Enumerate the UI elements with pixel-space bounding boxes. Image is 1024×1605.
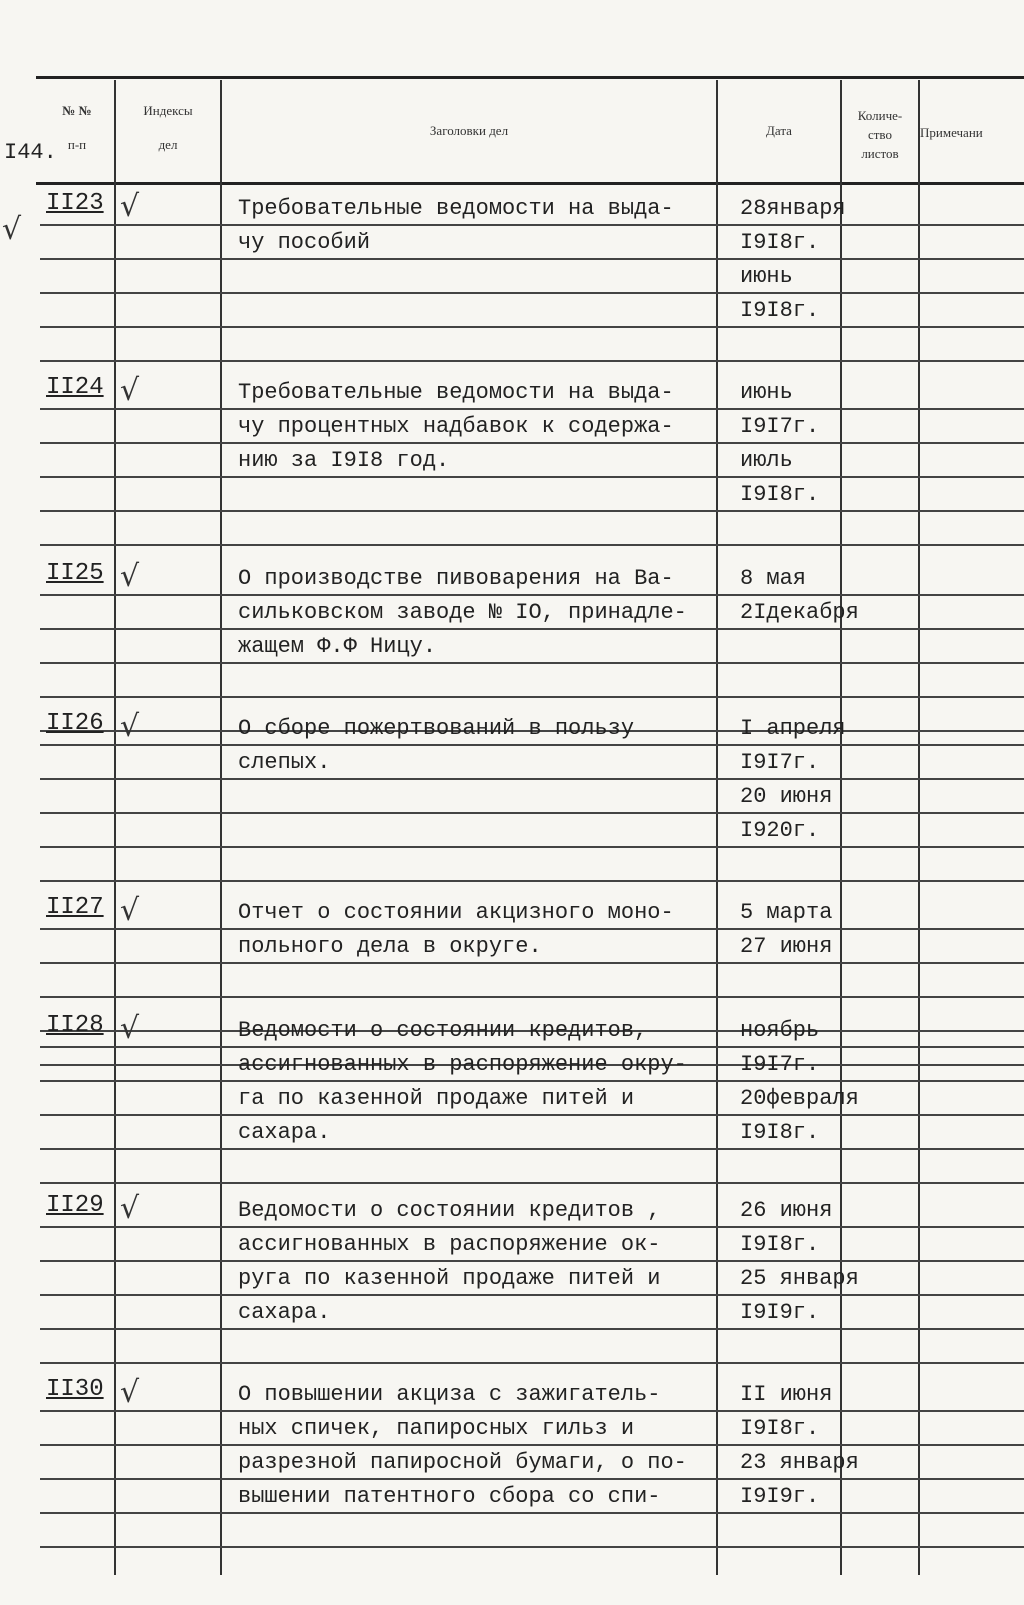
row-rule bbox=[40, 1546, 1024, 1548]
row-rule bbox=[40, 1148, 1024, 1150]
column-divider bbox=[918, 80, 920, 1575]
entry-date-line: I9I8г. bbox=[740, 1416, 820, 1441]
entry-title-line: О производстве пивоварения на Ва- bbox=[238, 566, 674, 591]
index-check-mark: √ bbox=[120, 1191, 140, 1226]
entry-date-line: июнь bbox=[740, 264, 793, 289]
header-count bbox=[842, 106, 918, 163]
entry-title-line: сахара. bbox=[238, 1300, 331, 1325]
row-rule bbox=[40, 510, 1024, 512]
entry-date-line: I9I8г. bbox=[740, 482, 820, 507]
row-rule bbox=[40, 1260, 1024, 1262]
entry-date-line: 2Iдекабря bbox=[740, 600, 859, 625]
entry-number: II24 bbox=[46, 374, 104, 401]
entry-date-line: I9I7г. bbox=[740, 1052, 820, 1077]
row-rule bbox=[40, 1444, 1024, 1446]
header-date: Дата bbox=[766, 123, 792, 138]
row-rule bbox=[40, 544, 1024, 546]
row-rule bbox=[40, 744, 1024, 746]
entry-title-line: О сборе пожертвований в пользу bbox=[238, 716, 635, 741]
entry-date-line: 20февраля bbox=[740, 1086, 859, 1111]
entry-title-line: жащем Ф.Ф Ницу. bbox=[238, 634, 437, 659]
index-check-mark: √ bbox=[120, 559, 140, 594]
entry-date-line: I9I8г. bbox=[740, 230, 820, 255]
entry-title-line: ных спичек, папиросных гильз и bbox=[238, 1416, 635, 1441]
entry-date-line: I9I8г. bbox=[740, 1120, 820, 1145]
entry-number: II28 bbox=[46, 1012, 104, 1039]
entry-date-line: I920г. bbox=[740, 818, 820, 843]
entry-title-line: Ведомости о состоянии кредитов , bbox=[238, 1198, 661, 1223]
entry-title-line: сильковском заводе № IO, принадле- bbox=[238, 600, 687, 625]
index-check-mark: √ bbox=[120, 189, 140, 224]
entry-title-line: чу пособий bbox=[238, 230, 371, 255]
row-rule bbox=[40, 996, 1024, 998]
header-index bbox=[116, 102, 220, 154]
header-notes: Примечани bbox=[920, 125, 983, 140]
entry-number: II26 bbox=[46, 710, 104, 737]
entry-title-line: вышении патентного сбора со спи- bbox=[238, 1484, 661, 1509]
column-divider bbox=[114, 80, 116, 1575]
header-index-sublabel: дел bbox=[158, 137, 178, 152]
row-rule bbox=[40, 476, 1024, 478]
row-rule bbox=[40, 1362, 1024, 1364]
row-rule bbox=[40, 1410, 1024, 1412]
entry-title-line: польного дела в округе. bbox=[238, 934, 542, 959]
index-check-mark: √ bbox=[120, 893, 140, 928]
entry-date-line: I9I7г. bbox=[740, 414, 820, 439]
row-rule bbox=[40, 846, 1024, 848]
page-number: I44. bbox=[4, 140, 57, 165]
entry-title-line: разрезной папиросной бумаги, о по- bbox=[238, 1450, 687, 1475]
entry-title-line: га по казенной продаже питей и bbox=[238, 1086, 635, 1111]
entry-date-line: 8 мая bbox=[740, 566, 807, 591]
column-divider bbox=[220, 80, 222, 1575]
header-count-line1: Количе- bbox=[857, 108, 903, 123]
index-check-mark: √ bbox=[120, 1011, 140, 1046]
entry-date-line: июнь bbox=[740, 380, 793, 405]
entry-date-line: ноябрь bbox=[740, 1018, 820, 1043]
row-rule bbox=[40, 1294, 1024, 1296]
top-rule bbox=[36, 76, 1024, 79]
row-rule bbox=[40, 1114, 1024, 1116]
row-rule bbox=[40, 360, 1024, 362]
column-divider bbox=[840, 80, 842, 1575]
row-rule bbox=[40, 258, 1024, 260]
entry-date-line: I апреля bbox=[740, 716, 846, 741]
entry-date-line: I9I7г. bbox=[740, 750, 820, 775]
row-rule bbox=[40, 812, 1024, 814]
entry-title-line: чу процентных надбавок к содержа- bbox=[238, 414, 674, 439]
entry-title-line: нию за I9I8 год. bbox=[238, 448, 450, 473]
row-rule bbox=[40, 408, 1024, 410]
entry-date-line: 27 июня bbox=[740, 934, 833, 959]
index-check-mark: √ bbox=[120, 373, 140, 408]
entry-title-line: ассигнованных в распоряжение ок- bbox=[238, 1232, 661, 1257]
row-rule bbox=[40, 1512, 1024, 1514]
entry-date-line: 25 января bbox=[740, 1266, 859, 1291]
header-title: Заголовки дел bbox=[429, 123, 509, 138]
entry-number: II25 bbox=[46, 560, 104, 587]
entry-title-line: Отчет о состоянии акцизного моно- bbox=[238, 900, 674, 925]
entry-date-line: июль bbox=[740, 448, 793, 473]
header-count-line2: ство bbox=[867, 127, 892, 142]
column-divider bbox=[716, 80, 718, 1575]
entry-title-line: сахара. bbox=[238, 1120, 331, 1145]
row-rule bbox=[40, 778, 1024, 780]
index-check-mark: √ bbox=[120, 1375, 140, 1410]
entry-date-line: I9I9г. bbox=[740, 1300, 820, 1325]
header-count-line3: листов bbox=[861, 146, 899, 161]
entry-date-line: 26 июня bbox=[740, 1198, 833, 1223]
index-check-mark: √ bbox=[120, 709, 140, 744]
entry-title-line: ассигнованных в распоряжение окру- bbox=[238, 1052, 687, 1077]
entry-title-line: слепых. bbox=[238, 750, 331, 775]
entry-date-line: II июня bbox=[740, 1382, 833, 1407]
entry-title-line: Ведомости о состоянии кредитов, bbox=[238, 1018, 648, 1043]
row-rule bbox=[40, 962, 1024, 964]
entry-title-line: руга по казенной продаже питей и bbox=[238, 1266, 661, 1291]
entry-number: II29 bbox=[46, 1192, 104, 1219]
row-rule bbox=[40, 1328, 1024, 1330]
entry-date-line: I9I9г. bbox=[740, 1484, 820, 1509]
entry-title-line: О повышении акциза с зажигатель- bbox=[238, 1382, 661, 1407]
row-rule bbox=[40, 696, 1024, 698]
row-rule bbox=[40, 442, 1024, 444]
row-rule bbox=[40, 880, 1024, 882]
entry-date-line: 28января bbox=[740, 196, 846, 221]
entry-date-line: I9I8г. bbox=[740, 1232, 820, 1257]
header-bottom-rule bbox=[36, 182, 1024, 185]
entry-date-line: 23 января bbox=[740, 1450, 859, 1475]
header-index-label: Индексы bbox=[143, 103, 193, 118]
row-rule bbox=[40, 1046, 1024, 1048]
row-rule bbox=[40, 1080, 1024, 1082]
entry-number: II27 bbox=[46, 894, 104, 921]
entry-number: II30 bbox=[46, 1376, 104, 1403]
entry-date-line: 20 июня bbox=[740, 784, 833, 809]
entry-date-line: I9I8г. bbox=[740, 298, 820, 323]
entry-title-line: Требовательные ведомости на выда- bbox=[238, 380, 674, 405]
row-rule bbox=[40, 1478, 1024, 1480]
row-rule bbox=[40, 928, 1024, 930]
row-rule bbox=[40, 326, 1024, 328]
row-rule bbox=[40, 1182, 1024, 1184]
row-rule bbox=[40, 1226, 1024, 1228]
row-rule bbox=[40, 628, 1024, 630]
row-rule bbox=[40, 662, 1024, 664]
row-rule bbox=[40, 594, 1024, 596]
entry-date-line: 5 марта bbox=[740, 900, 833, 925]
row-rule bbox=[40, 292, 1024, 294]
header-number-label: № № bbox=[62, 103, 92, 118]
margin-check-mark: √ bbox=[2, 212, 22, 247]
header-number-sublabel: п-п bbox=[67, 137, 87, 152]
entry-title-line: Требовательные ведомости на выда- bbox=[238, 196, 674, 221]
row-rule bbox=[40, 224, 1024, 226]
entry-number: II23 bbox=[46, 190, 104, 217]
